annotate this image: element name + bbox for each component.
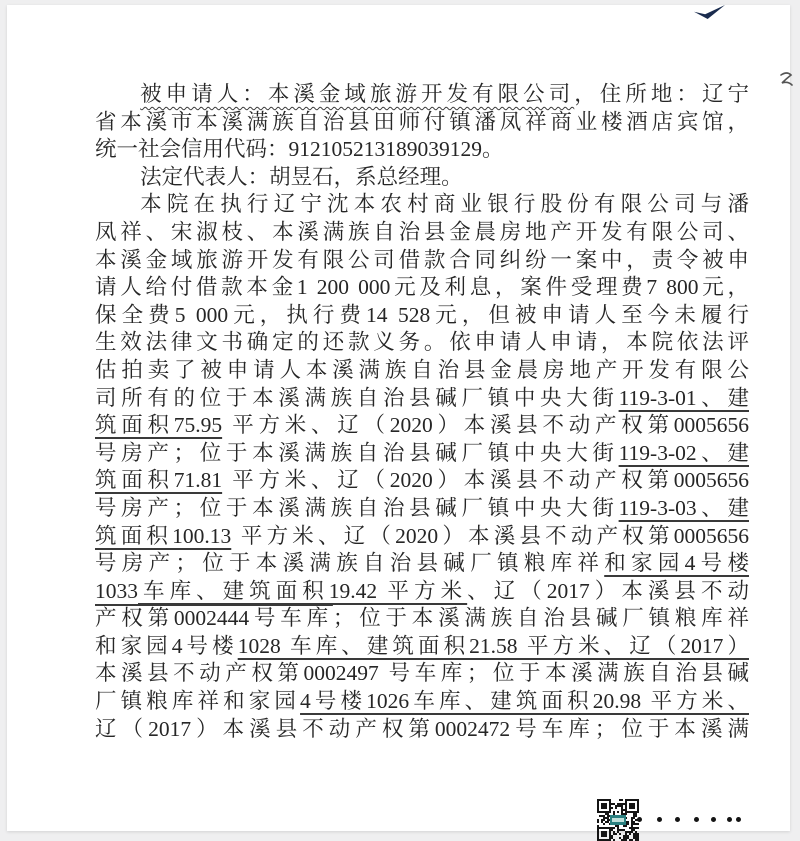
qr-module: [609, 799, 611, 801]
qr-module: [631, 821, 633, 823]
qr-module: [635, 811, 637, 813]
text-segment: 估拍卖了被申请人本溪满族自治县金晨房地产开发有限公: [95, 357, 749, 382]
qr-module: [629, 805, 631, 807]
qr-module: [607, 827, 609, 829]
qr-module: [599, 827, 601, 829]
qr-module: [621, 803, 623, 805]
qr-module: [607, 819, 609, 821]
qr-module: [633, 807, 635, 809]
qr-module: [597, 837, 599, 839]
text-segment: ，住所地：辽宁: [574, 82, 749, 106]
qr-module: [609, 805, 611, 807]
qr-module: [625, 805, 627, 807]
qr-module: [611, 829, 613, 831]
qr-module: [633, 813, 635, 815]
hand-underlined-text: 4号楼1026车库、建筑面积20.98 平方米、: [300, 689, 749, 714]
qr-module: [609, 801, 611, 803]
text-segment: 辽（2017）本溪县不动产权第0002472号车库；位于本溪满: [95, 716, 749, 741]
qr-module: [601, 831, 603, 833]
qr-module: [631, 819, 633, 821]
doc-line: [95, 136, 749, 164]
text-segment: 号房产；位于本溪满族自治县碱厂镇中央大街: [95, 495, 619, 520]
qr-module: [597, 807, 599, 809]
qr-module: [623, 837, 625, 839]
qr-module: [637, 837, 639, 839]
qr-module: [601, 835, 603, 837]
qr-module: [617, 831, 619, 833]
qr-module: [629, 831, 631, 833]
qr-code: [597, 799, 639, 841]
qr-module: [637, 823, 639, 825]
qr-module: [609, 809, 611, 811]
qr-module: [625, 837, 627, 839]
qr-module: [609, 807, 611, 809]
qr-module: [621, 799, 623, 801]
qr-module: [631, 811, 633, 813]
qr-module: [609, 833, 611, 835]
qr-module: [635, 837, 637, 839]
qr-module: [603, 835, 605, 837]
qr-module: [631, 803, 633, 805]
doc-line: [95, 495, 749, 523]
qr-module: [633, 823, 635, 825]
qr-module: [597, 835, 599, 837]
qr-module: [637, 807, 639, 809]
qr-module: [625, 825, 627, 827]
text-segment: 平方米、辽（2020）本溪县不动产权第0005656: [231, 523, 749, 548]
text-segment: 凤祥、宋淑枝、本溪满族自治县金晨房地产开发有限公司、: [95, 219, 749, 244]
doc-line: [95, 467, 749, 495]
qr-module: [631, 799, 633, 801]
doc-line: [95, 578, 749, 606]
qr-module: [631, 831, 633, 833]
qr-module: [617, 829, 619, 831]
qr-module: [609, 803, 611, 805]
qr-module: [619, 805, 621, 807]
doc-line: [95, 440, 749, 468]
qr-module: [631, 825, 633, 827]
qr-module: [633, 829, 635, 831]
qr-module: [637, 803, 639, 805]
text-segment: 平方米、辽（2020）本溪县不动产权第0005656: [222, 413, 749, 438]
qr-module: [597, 825, 599, 827]
qr-module: [609, 827, 611, 829]
qr-module: [603, 819, 605, 821]
qr-module: [629, 811, 631, 813]
qr-module: [629, 827, 631, 829]
qr-module: [625, 807, 627, 809]
qr-module: [625, 813, 627, 815]
qr-module: [633, 799, 635, 801]
qr-module: [631, 817, 633, 819]
qr-module: [627, 821, 629, 823]
qr-module: [611, 837, 613, 839]
qr-module: [597, 829, 599, 831]
qr-module: [637, 827, 639, 829]
footer-dot: [694, 817, 699, 822]
qr-module: [613, 813, 615, 815]
text-segment: 法定代表人：胡昱石，系总经理。: [140, 164, 463, 189]
qr-module: [633, 815, 635, 817]
qr-module: [627, 831, 629, 833]
doc-line: [95, 219, 749, 247]
hand-underlined-text: 119-3-02、建: [618, 440, 749, 465]
qr-module: [635, 823, 637, 825]
doc-line: [95, 357, 749, 385]
text-segment: ；位于本溪满族自治县碱厂镇粮库祥: [332, 606, 749, 631]
qr-module: [633, 827, 635, 829]
text-segment: 统一社会信用代码：912105213189039129。: [95, 137, 504, 162]
qr-module: [621, 829, 623, 831]
qr-module: [605, 813, 607, 815]
qr-module: [625, 809, 627, 811]
qr-module: [629, 807, 631, 809]
qr-module: [631, 805, 633, 807]
qr-module: [609, 811, 611, 813]
qr-module: [605, 811, 607, 813]
doc-line: [95, 716, 749, 744]
qr-module: [625, 803, 627, 805]
qr-module: [603, 807, 605, 809]
qr-module: [635, 833, 637, 835]
qr-module: [601, 827, 603, 829]
qr-module: [617, 811, 619, 813]
doc-line: [95, 81, 749, 109]
qr-module: [613, 811, 615, 813]
qr-module: [609, 835, 611, 837]
qr-module: [627, 837, 629, 839]
text-segment: 省本溪市本溪满族自治县田师付镇潘凤祥商业楼酒店宾馆，: [95, 109, 749, 134]
qr-module: [615, 825, 617, 827]
text-segment: 请人给付借款本金1 200 000元及利息，案件受理费7 800元，: [95, 275, 749, 300]
qr-module: [603, 805, 605, 807]
qr-module: [603, 799, 605, 801]
doc-line: [95, 660, 749, 688]
qr-module: [597, 819, 599, 821]
dot-row: [637, 815, 752, 823]
qr-module: [597, 799, 599, 801]
qr-module: [637, 799, 639, 801]
doc-line: [95, 302, 749, 330]
qr-module: [627, 835, 629, 837]
qr-module: [615, 833, 617, 835]
qr-module: [603, 803, 605, 805]
qr-module: [597, 801, 599, 803]
qr-module: [607, 799, 609, 801]
text-segment: 号房产；位于本溪满族自治县碱厂镇中央大街: [95, 440, 619, 465]
qr-module: [637, 809, 639, 811]
qr-module: [635, 831, 637, 833]
qr-module: [599, 815, 601, 817]
qr-module: [625, 835, 627, 837]
qr-module: [597, 803, 599, 805]
footer-dot: [711, 817, 716, 822]
qr-module: [597, 827, 599, 829]
qr-module: [637, 805, 639, 807]
hand-underlined-text: 筑面积75.95: [95, 413, 223, 438]
text-segment: 、辽（2017）本溪县不动: [467, 578, 749, 603]
doc-line: [95, 605, 749, 633]
hand-wavy-underlined-text: 被申请人：本溪金域旅游开发有限公司: [140, 82, 575, 106]
hand-underlined-text: 产权第0002444号车库: [95, 606, 333, 631]
qr-module: [619, 833, 621, 835]
doc-line: [95, 523, 749, 551]
qr-module: [603, 833, 605, 835]
qr-module: [633, 817, 635, 819]
qr-module: [633, 821, 635, 823]
qr-module: [603, 823, 605, 825]
qr-module: [623, 825, 625, 827]
doc-line: [95, 191, 749, 219]
text-block: [95, 81, 749, 743]
qr-module: [603, 827, 605, 829]
qr-module: [603, 817, 605, 819]
qr-module: [627, 811, 629, 813]
text-segment: 本溪金域旅游开发有限公司借款合同纠纷一案中，责令被申: [95, 247, 749, 272]
qr-module: [621, 813, 623, 815]
qr-module: [627, 823, 629, 825]
qr-module: [637, 833, 639, 835]
qr-module: [631, 807, 633, 809]
qr-module: [613, 833, 615, 835]
footer-dot: [675, 817, 680, 822]
qr-module: [617, 827, 619, 829]
qr-module: [633, 833, 635, 835]
qr-module: [631, 823, 633, 825]
text-segment: 保全费5 000元，执行费14 528元，但被申请人至今未履行: [95, 302, 749, 327]
qr-module: [617, 825, 619, 827]
qr-module: [619, 837, 621, 839]
qr-center-label: [612, 818, 624, 822]
qr-module: [601, 833, 603, 835]
qr-module: [633, 803, 635, 805]
qr-module: [603, 831, 605, 833]
doc-line: [95, 412, 749, 440]
qr-module: [613, 831, 615, 833]
qr-module: [605, 831, 607, 833]
text-segment: 司所有的位于本溪满族自治县碱厂镇中央大街: [95, 385, 619, 410]
qr-module: [621, 809, 623, 811]
text-segment: 本院在执行辽宁沈本农村商业银行股份有限公司与潘: [140, 192, 749, 217]
qr-module: [623, 813, 625, 815]
qr-module: [601, 821, 603, 823]
footer-dot: [727, 817, 732, 822]
qr-module: [633, 835, 635, 837]
text-segment: 和家园4号楼: [95, 633, 238, 658]
hand-underlined-text: 筑面积71.81: [95, 468, 223, 493]
qr-module: [597, 805, 599, 807]
qr-module: [633, 811, 635, 813]
qr-module: [601, 807, 603, 809]
qr-module: [601, 819, 603, 821]
doc-line: [95, 385, 749, 413]
footer-dot: [657, 817, 662, 822]
qr-module: [611, 807, 613, 809]
text-segment: 号房产；位于本溪满族自治县碱厂镇粮库祥: [95, 551, 605, 576]
qr-module: [615, 807, 617, 809]
qr-module: [611, 803, 613, 805]
qr-module: [611, 827, 613, 829]
qr-module: [597, 833, 599, 835]
qr-module: [621, 805, 623, 807]
qr-module: [621, 807, 623, 809]
qr-module: [605, 817, 607, 819]
qr-module: [601, 805, 603, 807]
qr-module: [635, 835, 637, 837]
qr-module: [605, 803, 607, 805]
hand-underlined-text: 119-3-01、建: [618, 385, 749, 410]
qr-module: [627, 799, 629, 801]
qr-module: [605, 833, 607, 835]
pen-mark-stroke: [781, 73, 792, 85]
qr-module: [601, 799, 603, 801]
qr-module: [625, 801, 627, 803]
qr-module: [615, 805, 617, 807]
qr-module: [623, 803, 625, 805]
doc-line: [95, 550, 749, 578]
qr-module: [605, 827, 607, 829]
qr-module: [623, 809, 625, 811]
qr-module: [625, 811, 627, 813]
doc-line: [95, 164, 749, 192]
qr-module: [637, 811, 639, 813]
qr-module: [609, 831, 611, 833]
qr-module: [597, 809, 599, 811]
qr-module: [597, 811, 599, 813]
qr-module: [621, 811, 623, 813]
qr-module: [629, 803, 631, 805]
qr-module: [609, 837, 611, 839]
qr-module: [629, 833, 631, 835]
qr-module: [619, 799, 621, 801]
qr-module: [599, 811, 601, 813]
text-segment: 平方米、辽（2020）本溪县不动产权第0005656: [222, 468, 749, 493]
qr-module: [637, 801, 639, 803]
hand-underlined-text: 车库、建筑面积19.42 平方米: [138, 578, 468, 603]
hand-underlined-text: 1028 车库、建筑面积21.58 平方米、辽（2017）: [237, 633, 749, 658]
qr-module: [605, 821, 607, 823]
doc-line: [95, 633, 749, 661]
qr-module: [625, 799, 627, 801]
qr-module: [607, 811, 609, 813]
text-segment: 厂镇粮库祥和家园: [95, 689, 301, 714]
text-segment: 生效法律文书确定的还款义务。依申请人申请，本院依法评: [95, 330, 749, 355]
qr-module: [605, 807, 607, 809]
qr-module: [611, 835, 613, 837]
hand-underlined-text: 119-3-03、建: [618, 495, 749, 520]
footer-dot: [736, 817, 741, 822]
footer-dot: [637, 817, 642, 822]
qr-module: [625, 833, 627, 835]
qr-module: [601, 803, 603, 805]
qr-module: [625, 831, 627, 833]
qr-module: [617, 803, 619, 805]
qr-module: [631, 829, 633, 831]
qr-module: [603, 811, 605, 813]
qr-module: [601, 815, 603, 817]
qr-module: [637, 835, 639, 837]
qr-module: [607, 821, 609, 823]
text-segment: 1033: [95, 578, 138, 603]
qr-module: [633, 837, 635, 839]
qr-module: [607, 815, 609, 817]
qr-module: [613, 827, 615, 829]
corner-fold-mark: [694, 5, 725, 19]
doc-line: [95, 274, 749, 302]
qr-module: [605, 805, 607, 807]
doc-line: [95, 688, 749, 716]
hand-underlined-text: 和家园4号楼: [604, 551, 749, 576]
qr-module: [629, 799, 631, 801]
qr-module: [613, 803, 615, 805]
doc-line: [95, 329, 749, 357]
qr-module: [635, 799, 637, 801]
qr-module: [603, 815, 605, 817]
text-segment: 本溪县不动产权第0002497 号车库；位于本溪满族自治县碱: [95, 661, 749, 686]
qr-module: [617, 805, 619, 807]
qr-module: [623, 835, 625, 837]
qr-module: [597, 831, 599, 833]
doc-line: [95, 109, 749, 137]
qr-module: [623, 829, 625, 831]
qr-module: [605, 835, 607, 837]
qr-module: [605, 799, 607, 801]
qr-module: [635, 827, 637, 829]
qr-module: [633, 805, 635, 807]
document-page: [7, 5, 790, 831]
qr-module: [619, 803, 621, 805]
hand-underlined-text: 筑面积100.13: [95, 523, 232, 548]
qr-module: [619, 829, 621, 831]
margin-pen-mark: [777, 69, 799, 93]
doc-line: [95, 247, 749, 275]
qr-module: [631, 827, 633, 829]
qr-module: [597, 821, 599, 823]
qr-module: [599, 799, 601, 801]
qr-module: [609, 829, 611, 831]
qr-module: [607, 817, 609, 819]
qr-module: [601, 811, 603, 813]
qr-module: [607, 813, 609, 815]
